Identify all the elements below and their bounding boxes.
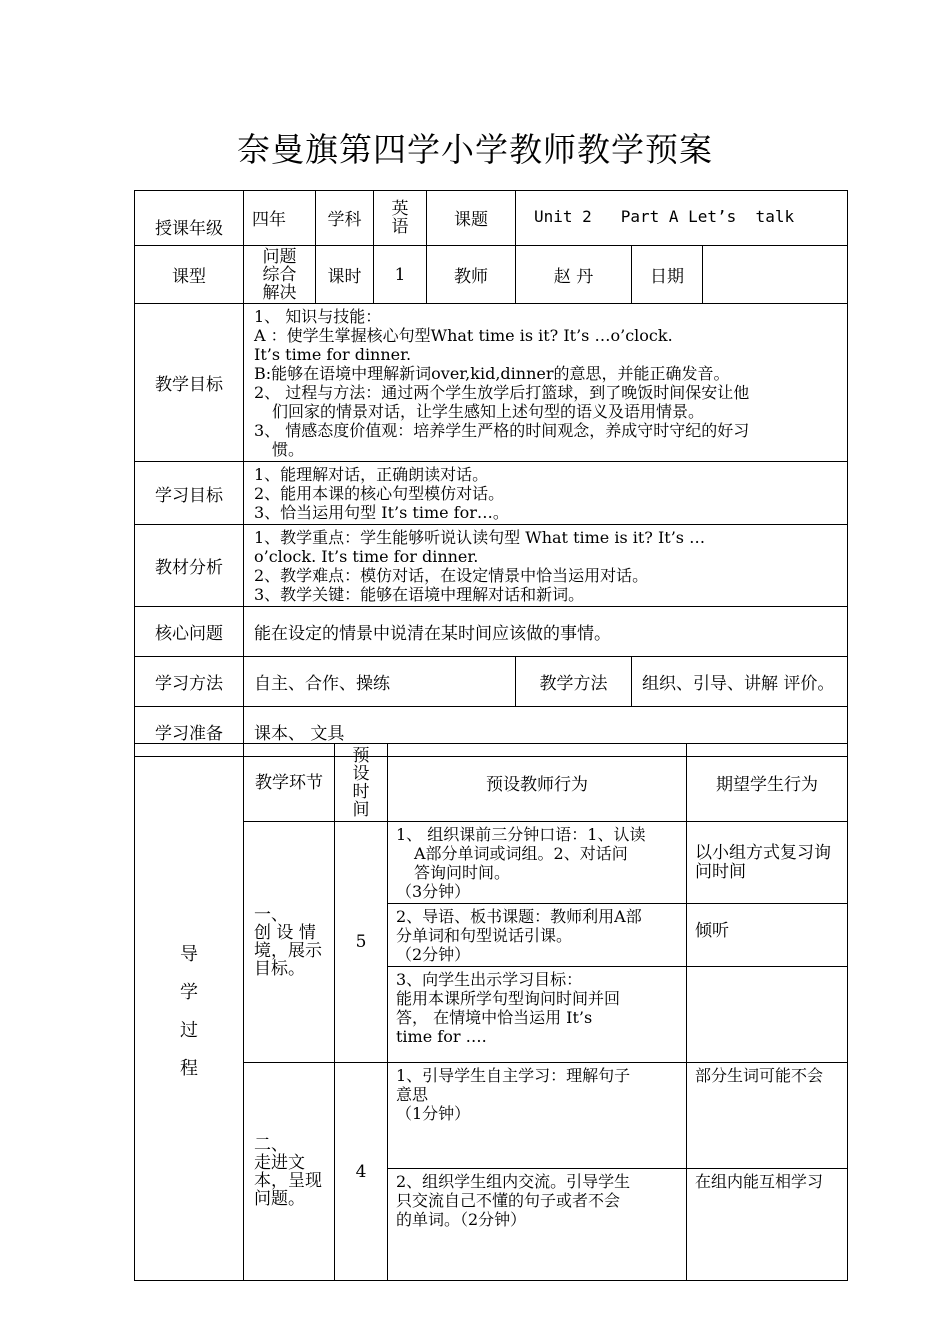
section-2-teacher-row-2: 2、组织学生组内交流。引导学生 只交流自己不懂的句子或者不会 的单词。（2分钟） <box>388 1169 687 1281</box>
goals-label: 教学目标 <box>135 304 244 462</box>
analysis-content <box>244 525 848 607</box>
hours-label: 课时 <box>316 246 374 304</box>
teacher-label: 教师 <box>427 246 516 304</box>
analysis-label: 教材分析 <box>135 525 244 607</box>
section-2-step: 二、 走进文 本，呈现 问题。 <box>244 1063 335 1281</box>
section-1-time: 5 <box>335 822 388 1063</box>
header-step: 教学环节 <box>244 744 335 822</box>
section-1-student-row-1: 以小组方式复习询问时间 <box>687 822 848 904</box>
type-label: 课型 <box>135 246 244 304</box>
grade-label: 授课年级 <box>135 191 244 246</box>
section-1-step: 一、 创 设 情 境，展示 目标。 <box>244 822 335 1063</box>
type-value: 问题 综合 解决 <box>244 246 316 304</box>
date-value <box>703 246 848 304</box>
section-1-teacher-row-3: 3、向学生出示学习目标： 能用本课所学句型询问时间并回 答， 在情境中恰当运用 It’s time for …. <box>388 967 687 1063</box>
teach-method-value: 组织、引导、讲解 评价。 <box>632 657 848 707</box>
analysis-line: o’clock. It’s time for dinner. <box>254 547 479 566</box>
learning-goal-line: 3、恰当运用句型 It’s time for…。 <box>254 503 509 522</box>
goals-line: 1、 知识与技能： <box>254 307 382 326</box>
goals-line: 惯。 <box>272 440 305 459</box>
section-2-student-row-2: 在组内能互相学习 <box>687 1169 848 1281</box>
goals-line: B:能够在语境中理解新词over,kid,dinner的意思，并能正确发音。 <box>254 364 730 383</box>
teach-method-label: 教学方法 <box>516 657 632 707</box>
goals-line: It’s time for dinner. <box>254 345 412 364</box>
subject-label: 学科 <box>316 191 374 246</box>
topic-value: Unit 2 Part A Let’s talk <box>516 191 848 246</box>
section-2-time: 4 <box>335 1063 388 1281</box>
header-teacher: 预设教师行为 <box>388 744 687 822</box>
process-table <box>134 743 848 1281</box>
prep-label: 学习准备 <box>135 707 244 757</box>
goals-line: 3、 情感态度价值观：培养学生严格的时间观念，养成守时守纪的好习 <box>254 421 750 440</box>
section-1-student-row-2: 倾听 <box>687 904 848 967</box>
core-label: 核心问题 <box>135 607 244 657</box>
study-method-value: 自主、合作、操练 <box>244 657 516 707</box>
topic-label: 课题 <box>427 191 516 246</box>
date-label: 日期 <box>632 246 703 304</box>
goals-line: A ：使学生掌握核心句型What time is it? It’s …o’clock. <box>254 326 673 345</box>
hours-value: 1 <box>374 246 427 304</box>
header-time: 预 设 时 间 <box>335 744 388 822</box>
learning-goal-line: 1、能理解对话，正确朗读对话。 <box>254 465 489 484</box>
section-2-teacher-row-1: 1、引导学生自主学习：理解句子 意思 （1分钟） <box>388 1063 687 1169</box>
goals-line: 2、 过程与方法：通过两个学生放学后打篮球，到了晚饭时间保安让他 <box>254 383 750 402</box>
process-side-label: 导 学 过 程 <box>135 744 244 1281</box>
teacher-value: 赵 丹 <box>516 246 632 304</box>
learning-goal-line: 2、能用本课的核心句型模仿对话。 <box>254 484 505 503</box>
lesson-info-table <box>134 190 848 757</box>
header-student: 期望学生行为 <box>687 744 848 822</box>
subject-value: 英 语 <box>374 191 427 246</box>
prep-value: 课本、 文具 <box>244 707 848 757</box>
section-1-teacher-row-1: 1、 组织课前三分钟口语：1、认读 A部分单词或词组。2、对话问 答询问时间。 （3分钟） <box>388 822 687 904</box>
analysis-line: 1、教学重点：学生能够听说认读句型 What time is it? It’s … <box>254 528 706 547</box>
analysis-line: 2、教学难点：模仿对话，在设定情景中恰当运用对话。 <box>254 566 649 585</box>
learning-goals-label: 学习目标 <box>135 462 244 525</box>
page-title: 奈曼旗第四学小学教师教学预案 <box>237 130 713 169</box>
grade-value: 四年 <box>244 191 316 246</box>
analysis-line: 3、教学关键：能够在语境中理解对话和新词。 <box>254 585 585 604</box>
goals-content <box>244 304 848 462</box>
study-method-label: 学习方法 <box>135 657 244 707</box>
section-1-student-row-3 <box>687 967 848 1063</box>
learning-goals-content <box>244 462 848 525</box>
section-1-teacher-row-2: 2、导语、板书课题：教师利用A部 分单词和句型说话引课。 （2分钟） <box>388 904 687 967</box>
core-content: 能在设定的情景中说清在某时间应该做的事情。 <box>244 607 848 657</box>
section-2-student-row-1: 部分生词可能不会 <box>687 1063 848 1169</box>
goals-line: 们回家的情景对话，让学生感知上述句型的语义及语用情景。 <box>272 402 705 421</box>
